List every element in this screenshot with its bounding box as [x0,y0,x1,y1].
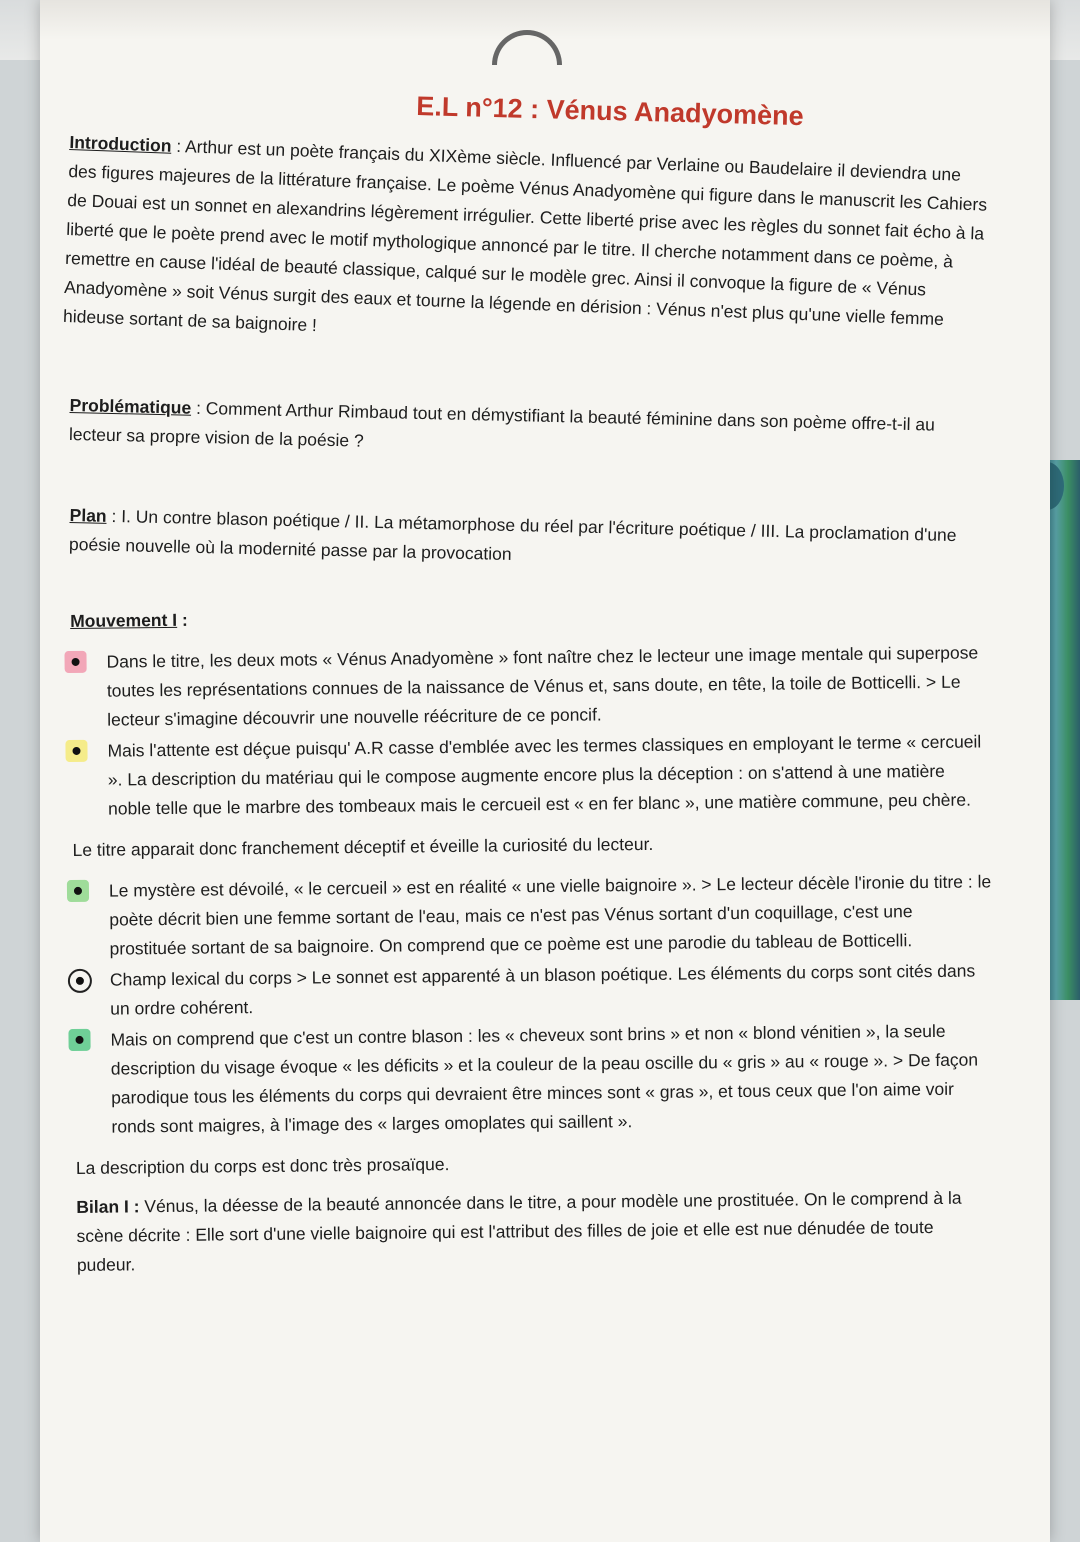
highlight-dot-icon [65,740,87,762]
list-item [74,1016,995,1142]
plan-section [69,501,990,580]
list-item-text: Dans le titre, les deux mots « Vénus Anadyomène » font naître chez le lecteur une image mentale qui superpose toutes les représentations connues de la naissance de Vénus et, sans doute, en tête, la toile de Botticelli. > Le lecteur s'imagine découvrir une nouvelle réécriture de ce poncif. [106,642,979,730]
mouvement-list-1 [70,638,992,824]
introduction-paragraph [63,128,990,365]
introduction-label: Introduction [69,131,172,156]
circled-dot-icon [68,969,92,993]
highlight-dot-icon [68,1029,90,1051]
document-content [62,91,992,1280]
mouvement-heading [70,597,990,636]
introduction-text: : Arthur est un poète français du XIXème siècle. Influencé par Verlaine ou Baudelaire il deviendra une des figures majeures de la littérature française. Le poème Vénus Anadyomène qui figure dans le manuscrit les Cahiers de Douai est un sonnet en alexandrins légèrement irrégulier. Cette liberté prise avec les règles du sonnet fait écho à la liberté que le poète prend avec le motif mythologique annoncé par le titre. Il cherche notamment dans ce poème, à remettre en cause l'idéal de beauté classique, calqué sur le modèle grec. Ainsi il convoque la figure de « Vénus Anadyomène » soit Vénus surgit des eaux et tourne la légende en dérision : Vénus n'est plus qu'une vielle femme hideuse sortant de sa baignoire ! [62,135,988,336]
problematique-paragraph [69,391,990,470]
plan-label: Plan [69,504,107,526]
list-item [71,727,992,824]
list-item [74,956,995,1024]
bilan-label: Bilan I : [76,1196,140,1217]
introduction-section [63,128,990,365]
plan-text: : I. Un contre blason poétique / II. La métamorphose du réel par l'écriture poétique / III. La proclamation d'une poésie nouvelle où la modernité passe par la provocation [68,505,957,565]
mouvement-label: Mouvement I [70,609,178,631]
list-item [73,867,994,964]
mouvement-list-2 [73,867,996,1142]
plan-paragraph [69,501,990,580]
summary-2: La description du corps est donc très prosaïque. [75,1154,450,1178]
mouvement-section [70,597,997,1280]
bilan-text: Vénus, la déesse de la beauté annoncée dans le titre, a pour modèle une prostituée. On le comprend à la scène décrite : Elle sort d'une vielle baignoire qui est l'attribut des filles de joie et elle est nue dénudée de toute pudeur. [76,1187,962,1275]
problematique-label: Problématique [69,394,192,418]
paper-sheet [40,0,1050,1542]
list-item-text: Champ lexical du corps > Le sonnet est apparenté à un blason poétique. Les éléments du corps sont cités dans un ordre cohérent. [109,960,976,1019]
summary-1: Le titre apparait donc franchement déceptif et éveille la curiosité du lecteur. [72,833,654,860]
problematique-text: : Comment Arthur Rimbaud tout en démystifiant la beauté féminine dans son poème offre-t-il au lecteur sa propre vision de la poésie ? [68,397,936,451]
list-item-text: Le mystère est dévoilé, « le cercueil » est en réalité « une vielle baignoire ». > Le lecteur décèle l'ironie du titre : le poète décrit bien une femme sortant de l'eau, mais ce n'est pas Vénus sortant d'un coquillage, c'est une prostituée sortant de sa baignoire. On comprend que ce poème est une parodie du tableau de Botticelli. [108,871,992,959]
bilan-paragraph [76,1183,997,1280]
highlight-dot-icon [67,880,89,902]
list-item-text: Mais l'attente est déçue puisqu' A.R casse d'emblée avec les termes classiques en employant le terme « cercueil ». La description du matériau qui le compose augmente encore plus la déception : on s'attend à une matière noble telle que le marbre des tombeaux mais le cercueil est « en fer blanc », une matière commune, peu chère. [107,731,982,819]
problematique-section [69,391,990,470]
highlight-dot-icon [64,651,86,673]
page-title: E.L n°12 : Vénus Anadyomène [415,91,805,132]
mouvement-colon: : [177,609,188,630]
list-item [70,638,991,735]
list-item-text: Mais on comprend que c'est un contre blason : les « cheveux sont brins » et non « blond vénitien », la seule description du visage évoque « les déficits » et la couleur de la peau oscille du « gris » au « rouge ». > De façon parodique tous les éléments du corps qui devraient être minces sont « gras », et tous ceux que l'on aime voir ronds sont maigres, à l'image des « larges omoplates qui saillent ». [110,1020,979,1137]
